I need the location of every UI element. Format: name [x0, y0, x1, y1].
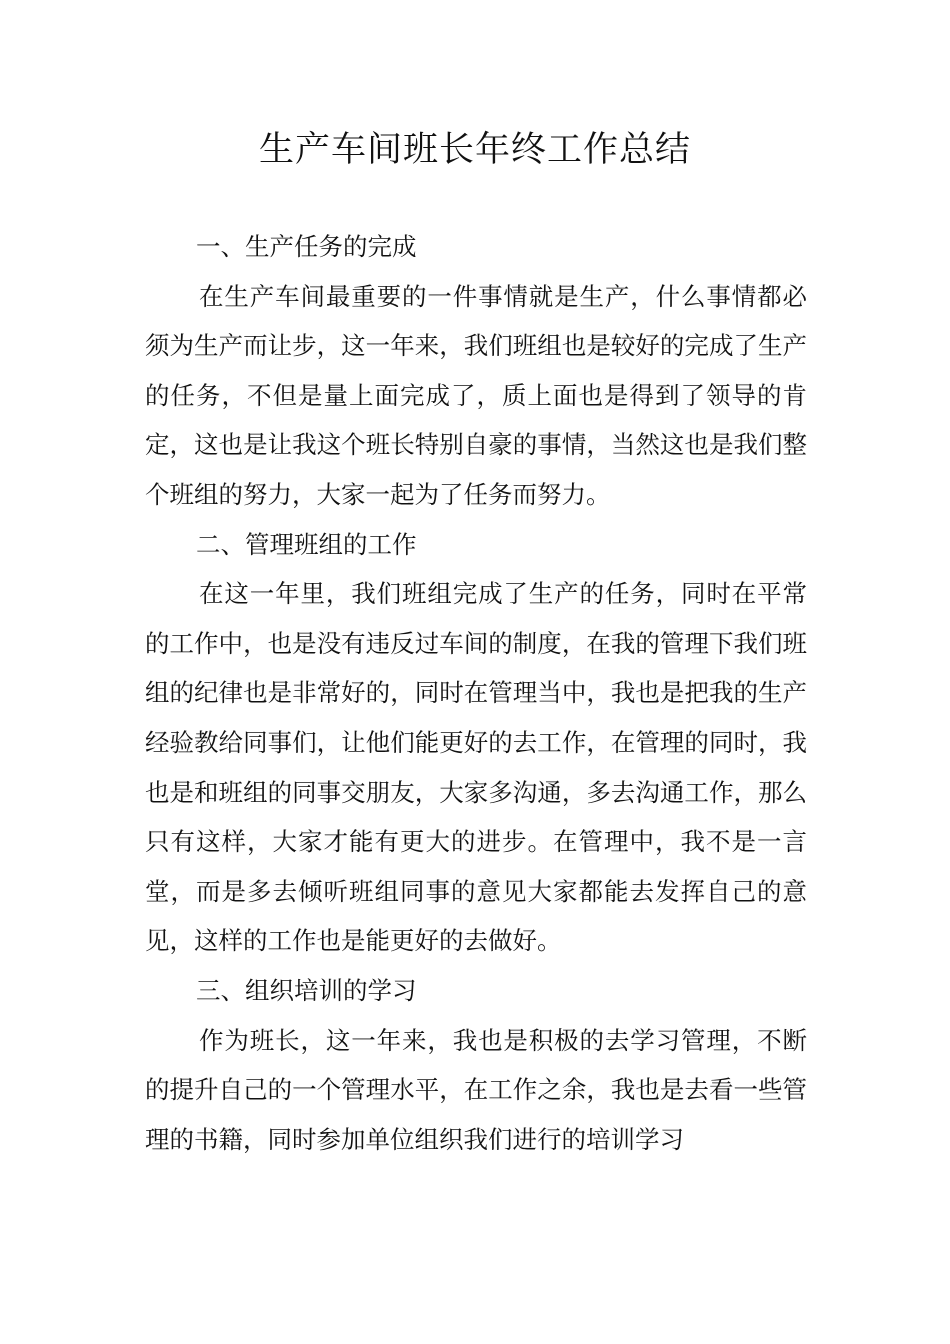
section-paragraph-2: 在这一年里，我们班组完成了生产的任务，同时在平常的工作中，也是没有违反过车间的制度，在我的管理下我们班组的纪律也是非常好的，同时在管理当中，我也是把我的生产经验教给同事们，让他们能更好的去工作，在管理的同时，我也是和班组的同事交朋友，大家多沟通，多去沟通工作，那么只有这样，大家才能有更大的进步。在管理中，我不是一言堂，而是多去倾听班组同事的意见大家都能去发挥自己的意见，这样的工作也是能更好的去做好。: [145, 579, 807, 956]
section-heading-1: 一、生产任务的完成: [196, 232, 417, 261]
section-paragraph-1: 在生产车间最重要的一件事情就是生产，什么事情都必须为生产而让步，这一年来，我们班组也是较好的完成了生产的任务，不但是量上面完成了，质上面也是得到了领导的肯定，这也是让我这个班长特别自豪的事情，当然这也是我们整个班组的努力，大家一起为了任务而努力。: [145, 281, 807, 509]
document-body: [145, 222, 807, 1164]
section-paragraph-3: 作为班长，这一年来，我也是积极的去学习管理，不断的提升自己的一个管理水平，在工作之余，我也是去看一些管理的书籍，同时参加单位组织我们进行的培训学习: [145, 1025, 807, 1154]
section-heading-3: 三、组织培训的学习: [196, 975, 417, 1005]
section-heading-2: 二、管理班组的工作: [196, 529, 417, 559]
document-title: 生产车间班长年终工作总结: [258, 130, 691, 170]
